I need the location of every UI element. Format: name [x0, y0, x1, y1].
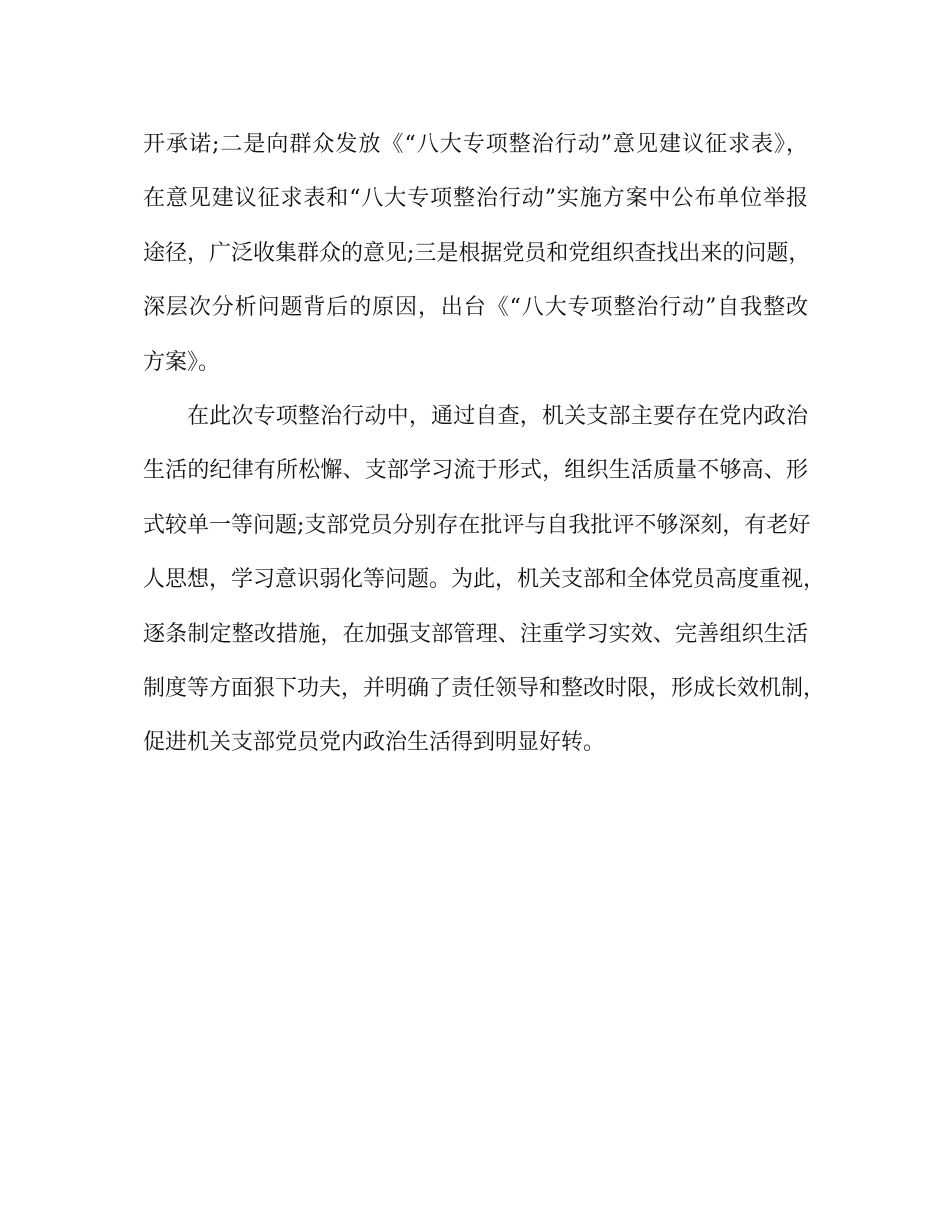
text-line: 生活的纪律有所松懈、支部学习流于形式，组织生活质量不够高、形 [143, 458, 808, 484]
text-line: 人思想，学习意识弱化等问题。为此，机关支部和全体党员高度重视， [143, 567, 826, 593]
text-line: 方案》。 [143, 349, 221, 375]
paragraph-2 [143, 390, 826, 771]
text-line: 在此次专项整治行动中，通过自查，机关支部主要存在党内政治 [187, 403, 808, 429]
document-body [143, 118, 826, 771]
text-line: 逐条制定整改措施，在加强支部管理、注重学习实效、完善组织生活 [143, 621, 808, 647]
text-line: 式较单一等问题;支部党员分别存在批评与自我批评不够深刻，有老好 [143, 512, 811, 538]
text-line: 开承诺;二是向群众发放《“八大专项整治行动”意见建议征求表》， [143, 132, 808, 157]
paragraph-1 [143, 118, 811, 390]
text-line: 制度等方面狠下功夫，并明确了责任领导和整改时限，形成长效机制， [143, 675, 826, 701]
text-line: 深层次分析问题背后的原因，出台《“八大专项整治行动”自我整改 [143, 295, 808, 321]
text-line: 途径，广泛收集群众的意见;三是根据党员和党组织查找出来的问题， [143, 240, 811, 266]
text-line: 在意见建议征求表和“八大专项整治行动”实施方案中公布单位举报 [143, 186, 808, 212]
text-line: 促进机关支部党员党内政治生活得到明显好转。 [143, 730, 606, 756]
